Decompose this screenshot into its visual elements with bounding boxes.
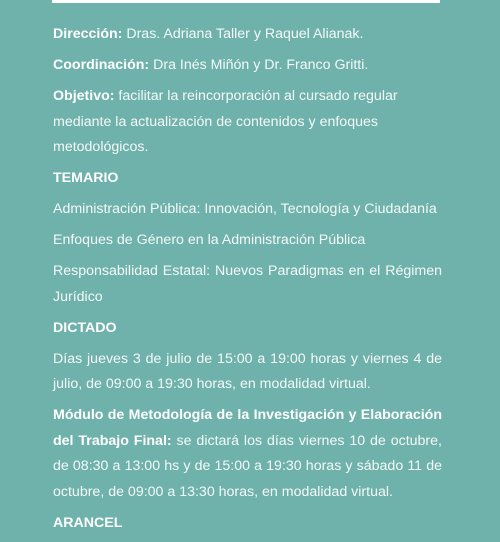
modulo-text: se dictará los días viernes 10 de octubre, de 08:30 a 13:00 hs y de 15:00 a 19:30 horas y sábado 11 de octubre, de 09:00 a 13:30 horas, en modalidad virtual.	[53, 432, 442, 500]
direccion-paragraph	[53, 22, 442, 48]
modulo-label: Módulo de Metodología de la Investigación y Elaboración del Trabajo Final:	[53, 407, 442, 449]
direccion-text: Dras. Adriana Taller y Raquel Alianak.	[122, 26, 364, 42]
objetivo-text: facilitar la reincorporación al cursado regular mediante la actualización de contenidos y enfoques metodológicos.	[53, 88, 398, 155]
course-info	[53, 22, 442, 542]
temario-item: Responsabilidad Estatal: Nuevos Paradigmas en el Régimen Jurídico	[53, 263, 442, 305]
objetivo-paragraph	[53, 84, 442, 161]
temario-heading: TEMARIO	[53, 170, 119, 186]
modulo-paragraph	[53, 403, 442, 505]
temario-item: Administración Pública: Innovación, Tecnología y Ciudadanía	[53, 201, 437, 217]
coordinacion-text: Dra Inés Miñón y Dr. Franco Gritti.	[149, 57, 369, 73]
dictado-text: Días jueves 3 de julio de 15:00 a 19:00 horas y viernes 4 de julio, de 09:00 a 19:30 horas, en modalidad virtual.	[53, 350, 442, 392]
arancel-heading: ARANCEL	[53, 514, 123, 531]
coordinacion-label: Coordinación:	[53, 57, 150, 73]
dictado-heading: DICTADO	[53, 319, 117, 336]
coordinacion-paragraph	[53, 53, 442, 79]
objetivo-label: Objetivo:	[53, 88, 115, 104]
temario-item: Enfoques de Género en la Administración Pública	[53, 232, 366, 248]
top-divider	[52, 0, 440, 3]
direccion-label: Dirección:	[53, 26, 123, 42]
